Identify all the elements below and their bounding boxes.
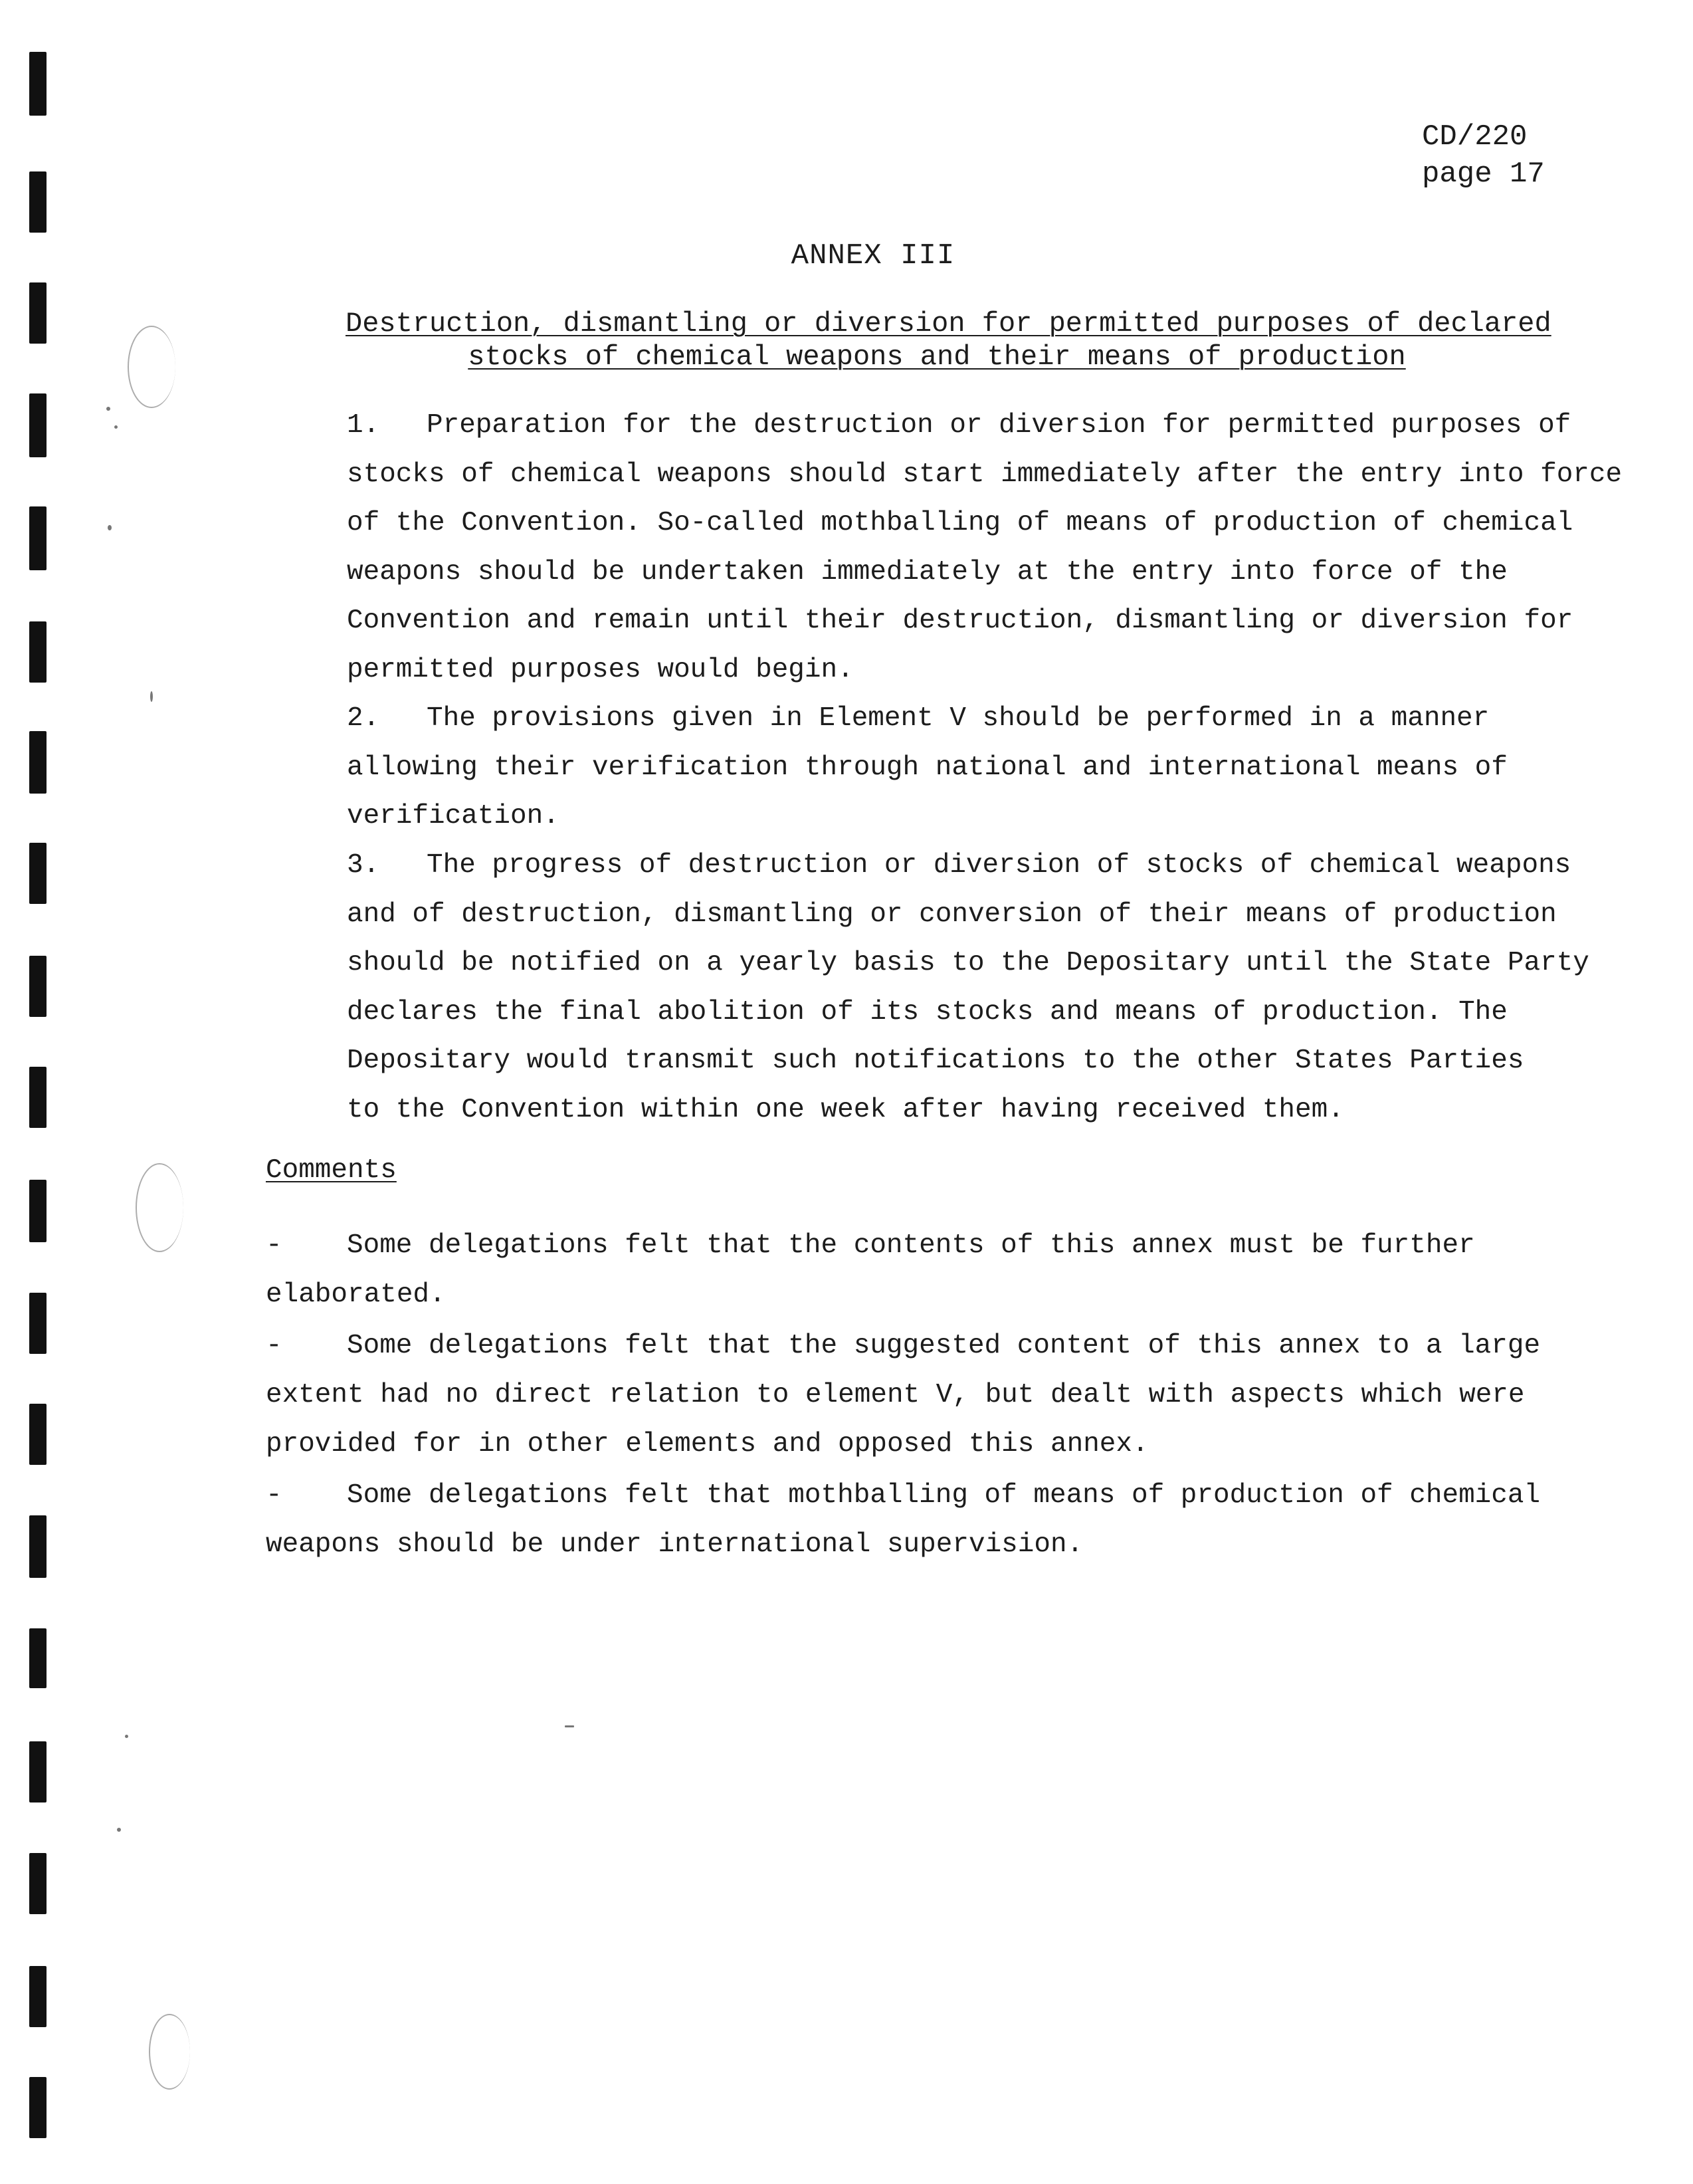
punch-mark <box>29 1180 47 1242</box>
paragraph-line: verification. <box>347 801 559 831</box>
comments-heading: Comments <box>266 1155 397 1186</box>
page-number: page 17 <box>1422 158 1545 191</box>
comment-item <box>266 1321 1635 1469</box>
comment-line: provided for in other elements and opposed this annex. <box>266 1429 1149 1460</box>
comment-item <box>266 1471 1635 1569</box>
comment-dash: - <box>266 1331 282 1361</box>
comment-dash: - <box>266 1230 282 1261</box>
scan-artifact <box>125 1735 128 1738</box>
punch-mark <box>29 1404 47 1465</box>
punch-mark <box>29 171 47 233</box>
paragraph-line: 2. The provisions given in Element V should be performed in a manner <box>347 695 1636 744</box>
document-reference <box>1422 118 1545 193</box>
annex-title: ANNEX III <box>791 239 955 273</box>
paragraph-number: 3. <box>347 850 380 881</box>
comment-line: elaborated. <box>266 1279 446 1310</box>
comment-line: - Some delegations felt that the suggested content of this annex to a large <box>266 1321 1635 1370</box>
punch-mark <box>29 843 47 904</box>
scan-artifact <box>106 407 110 411</box>
punch-mark <box>29 393 47 457</box>
paragraph-line: 1. Preparation for the destruction or diversion for permitted purposes of <box>347 401 1636 451</box>
comment-dash: - <box>266 1480 282 1511</box>
scan-artifact <box>149 2014 190 2090</box>
paragraph-line: 3. The progress of destruction or diversion of stocks of chemical weapons <box>347 841 1636 891</box>
punch-mark <box>29 1853 47 1914</box>
punch-mark <box>29 52 47 116</box>
punch-mark <box>29 1293 47 1354</box>
punch-mark <box>29 282 47 344</box>
punch-mark <box>29 621 47 683</box>
paragraph-number: 2. <box>347 703 380 734</box>
document-code: CD/220 <box>1422 120 1528 154</box>
comment-item <box>266 1221 1635 1319</box>
punch-mark <box>29 2077 47 2138</box>
heading-line: stocks of chemical weapons and their means of production <box>468 341 1406 373</box>
paragraph-line: and of destruction, dismantling or conversion of their means of production <box>347 899 1557 930</box>
punch-mark <box>29 1067 47 1128</box>
comment-line: - Some delegations felt that the contents of this annex must be further <box>266 1221 1635 1270</box>
punch-mark <box>29 1628 47 1688</box>
paragraph-line: Depositary would transmit such notifications to the other States Parties <box>347 1045 1524 1076</box>
scan-artifact <box>114 425 118 429</box>
paragraph-number: 1. <box>347 410 380 441</box>
punch-mark <box>29 956 47 1017</box>
scan-artifact <box>150 691 153 702</box>
comment-line: - Some delegations felt that mothballing of means of production of chemical <box>266 1471 1635 1520</box>
scan-artifact <box>108 525 112 530</box>
scan-artifact <box>565 1725 574 1727</box>
numbered-paragraph <box>347 401 1636 695</box>
punch-mark <box>29 731 47 794</box>
numbered-paragraph <box>347 695 1636 841</box>
paragraph-line: weapons should be undertaken immediately at the entry into force of the <box>347 556 1508 588</box>
punch-mark <box>29 1741 47 1802</box>
scan-artifact <box>136 1163 183 1252</box>
paragraph-line: to the Convention within one week after having received them. <box>347 1094 1344 1125</box>
paragraph-line: allowing their verification through national and international means of <box>347 752 1508 783</box>
comment-line: extent had no direct relation to element V, but dealt with aspects which were <box>266 1380 1525 1410</box>
paragraph-line: Convention and remain until their destruction, dismantling or diversion for <box>347 605 1573 636</box>
section-heading <box>346 307 1551 374</box>
scan-artifact <box>128 326 175 408</box>
heading-line: Destruction, dismantling or diversion for permitted purposes of declared <box>346 308 1551 340</box>
paragraph-line: of the Convention. So-called mothballing of means of production of chemical <box>347 508 1573 538</box>
punch-mark <box>29 506 47 570</box>
paragraph-line: stocks of chemical weapons should start immediately after the entry into force <box>347 459 1623 490</box>
punch-mark <box>29 1515 47 1578</box>
paragraph-line: should be notified on a yearly basis to the Depositary until the State Party <box>347 948 1589 978</box>
paragraph-line: permitted purposes would begin. <box>347 654 854 685</box>
scan-artifact <box>117 1828 121 1832</box>
comment-line: weapons should be under international supervision. <box>266 1529 1084 1560</box>
numbered-paragraph <box>347 841 1636 1135</box>
punch-mark <box>29 1966 47 2027</box>
paragraph-line: declares the final abolition of its stocks and means of production. The <box>347 996 1508 1028</box>
